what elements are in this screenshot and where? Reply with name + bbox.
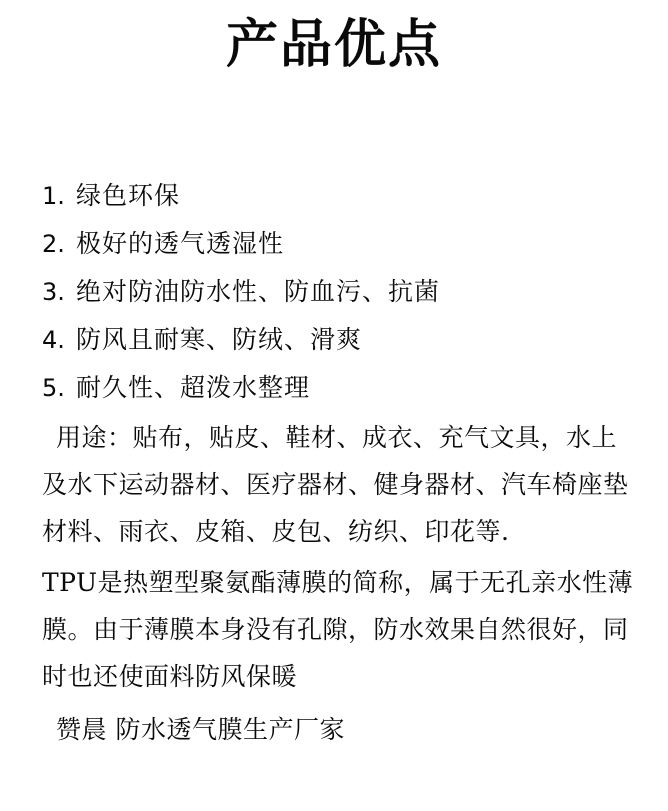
list-item — [42, 364, 668, 412]
list-item-number: 4. — [42, 326, 65, 355]
list-item-number: 1. — [42, 182, 65, 211]
list-item-label: 防风且耐寒、防绒、滑爽 — [76, 325, 363, 355]
list-item-number: 3. — [42, 278, 65, 307]
list-item-label: 耐久性、超泼水整理 — [76, 373, 311, 403]
list-item-label: 绿色环保 — [76, 181, 181, 211]
list-item-number: 5. — [42, 374, 65, 403]
list-item — [42, 268, 668, 316]
list-item — [42, 316, 668, 364]
manufacturer-footer-line: 赞晨 防水透气膜生产厂家 — [56, 715, 345, 745]
list-item — [42, 172, 668, 220]
usage-paragraph: 用途：贴布，贴皮、鞋材、成衣、充气文具，水上及水下运动器材、医疗器材、健身器材、汽车椅座垫材料、雨衣、皮箱、皮包、纺织、印花等. — [42, 423, 629, 547]
list-item-label: 极好的透气透湿性 — [76, 229, 285, 259]
document-page — [0, 14, 668, 811]
tpu-description-paragraph: TPU是热塑型聚氨酯薄膜的简称，属于无孔亲水性薄膜。由于薄膜本身没有孔隙，防水效果自然很好，同时也还使面料防风保暖 — [42, 568, 634, 692]
list-item — [42, 220, 668, 268]
list-item-number: 2. — [42, 230, 65, 259]
benefits-list — [0, 172, 668, 412]
list-item-label: 绝对防油防水性、防血污、抗菌 — [76, 277, 441, 307]
page-title: 产品优点 — [225, 15, 442, 75]
